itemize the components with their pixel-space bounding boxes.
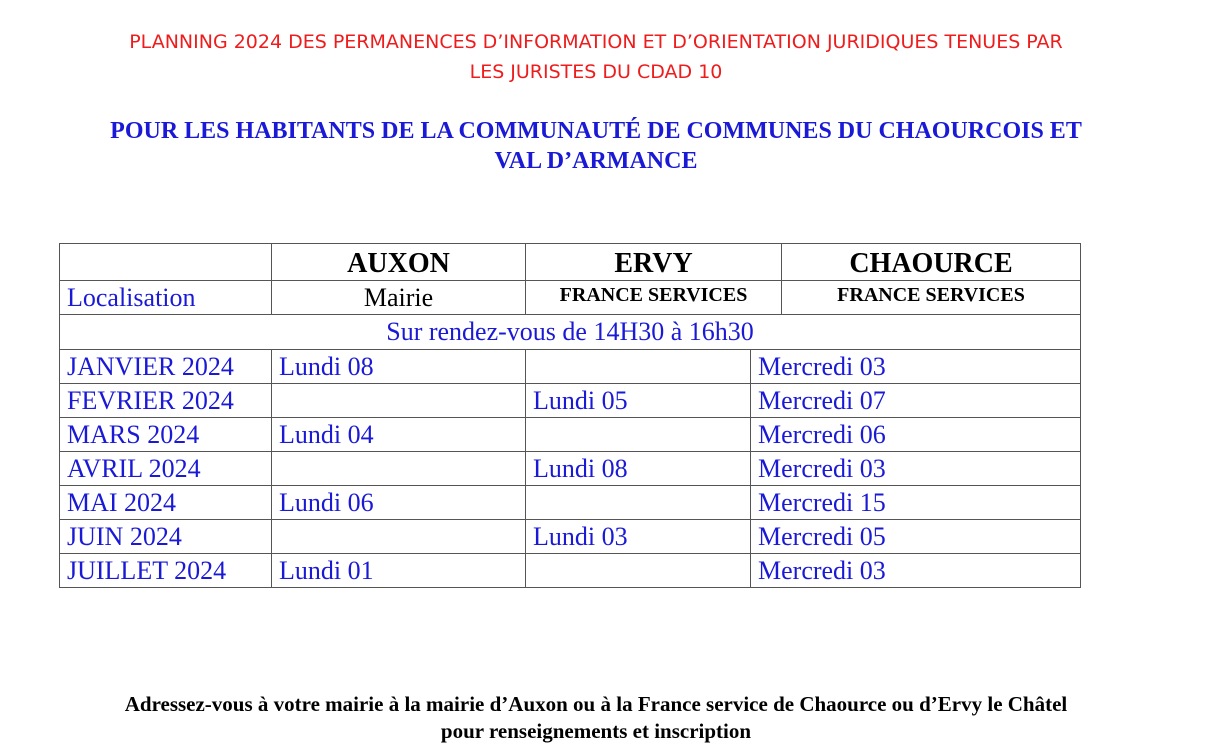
month-cell: FEVRIER 2024: [60, 384, 272, 418]
appointment-row: [60, 315, 1081, 350]
chaource-date-cell: Mercredi 15: [751, 486, 1081, 520]
ervy-date-cell: Lundi 05: [526, 384, 751, 418]
document-subtitle: [0, 116, 1192, 176]
chaource-date-cell: Mercredi 03: [751, 452, 1081, 486]
schedule-table: [59, 243, 1081, 588]
footer-note: [0, 691, 1192, 745]
auxon-date-cell: [272, 452, 526, 486]
auxon-date-cell: [272, 384, 526, 418]
localisation-auxon: Mairie: [272, 281, 526, 315]
ervy-date-cell: [526, 554, 751, 588]
column-header-auxon: AUXON: [272, 244, 526, 281]
chaource-date-cell: Mercredi 07: [751, 384, 1081, 418]
document-title: [0, 27, 1192, 87]
ervy-date-cell: Lundi 08: [526, 452, 751, 486]
ervy-date-cell: [526, 350, 751, 384]
auxon-date-cell: Lundi 08: [272, 350, 526, 384]
month-cell: MAI 2024: [60, 486, 272, 520]
auxon-date-cell: [272, 520, 526, 554]
chaource-date-cell: Mercredi 03: [751, 350, 1081, 384]
table-row: [60, 520, 1081, 554]
ervy-date-cell: Lundi 03: [526, 520, 751, 554]
month-cell: AVRIL 2024: [60, 452, 272, 486]
ervy-date-cell: [526, 418, 751, 452]
auxon-date-cell: Lundi 04: [272, 418, 526, 452]
table-row: [60, 418, 1081, 452]
chaource-date-cell: Mercredi 06: [751, 418, 1081, 452]
month-cell: JUILLET 2024: [60, 554, 272, 588]
month-cell: JUIN 2024: [60, 520, 272, 554]
localisation-chaource: FRANCE SERVICES: [782, 281, 1081, 315]
month-cell: MARS 2024: [60, 418, 272, 452]
table-row: [60, 486, 1081, 520]
column-header-ervy: ERVY: [526, 244, 782, 281]
month-cell: JANVIER 2024: [60, 350, 272, 384]
chaource-date-cell: Mercredi 05: [751, 520, 1081, 554]
table-row: [60, 384, 1081, 418]
chaource-date-cell: Mercredi 03: [751, 554, 1081, 588]
auxon-date-cell: Lundi 06: [272, 486, 526, 520]
localisation-label: Localisation: [60, 281, 272, 315]
footer-line-2: pour renseignements et inscription: [440, 719, 752, 743]
table-row: [60, 554, 1081, 588]
localisation-row: [60, 281, 1081, 315]
document-subtitle-line-1: POUR LES HABITANTS DE LA COMMUNAUTÉ DE COMMUNES DU CHAOURCOIS ET: [110, 118, 1082, 144]
auxon-date-cell: Lundi 01: [272, 554, 526, 588]
document-title-line-1: PLANNING 2024 DES PERMANENCES D’INFORMATION ET D’ORIENTATION JURIDIQUES TENUES PAR: [129, 31, 1063, 53]
header-empty-cell: [60, 244, 272, 281]
ervy-date-cell: [526, 486, 751, 520]
appointment-note: Sur rendez-vous de 14H30 à 16h30: [60, 315, 1081, 350]
table-row: [60, 452, 1081, 486]
footer-line-1: Adressez-vous à votre mairie à la mairie d’Auxon ou à la France service de Chaource ou d’Ervy le Châtel: [124, 692, 1068, 716]
document-title-line-2: LES JURISTES DU CDAD 10: [469, 61, 723, 83]
document-subtitle-line-2: VAL D’ARMANCE: [494, 148, 698, 174]
column-header-chaource: CHAOURCE: [782, 244, 1081, 281]
localisation-ervy: FRANCE SERVICES: [526, 281, 782, 315]
table-row: [60, 350, 1081, 384]
table-header-row: [60, 244, 1081, 281]
